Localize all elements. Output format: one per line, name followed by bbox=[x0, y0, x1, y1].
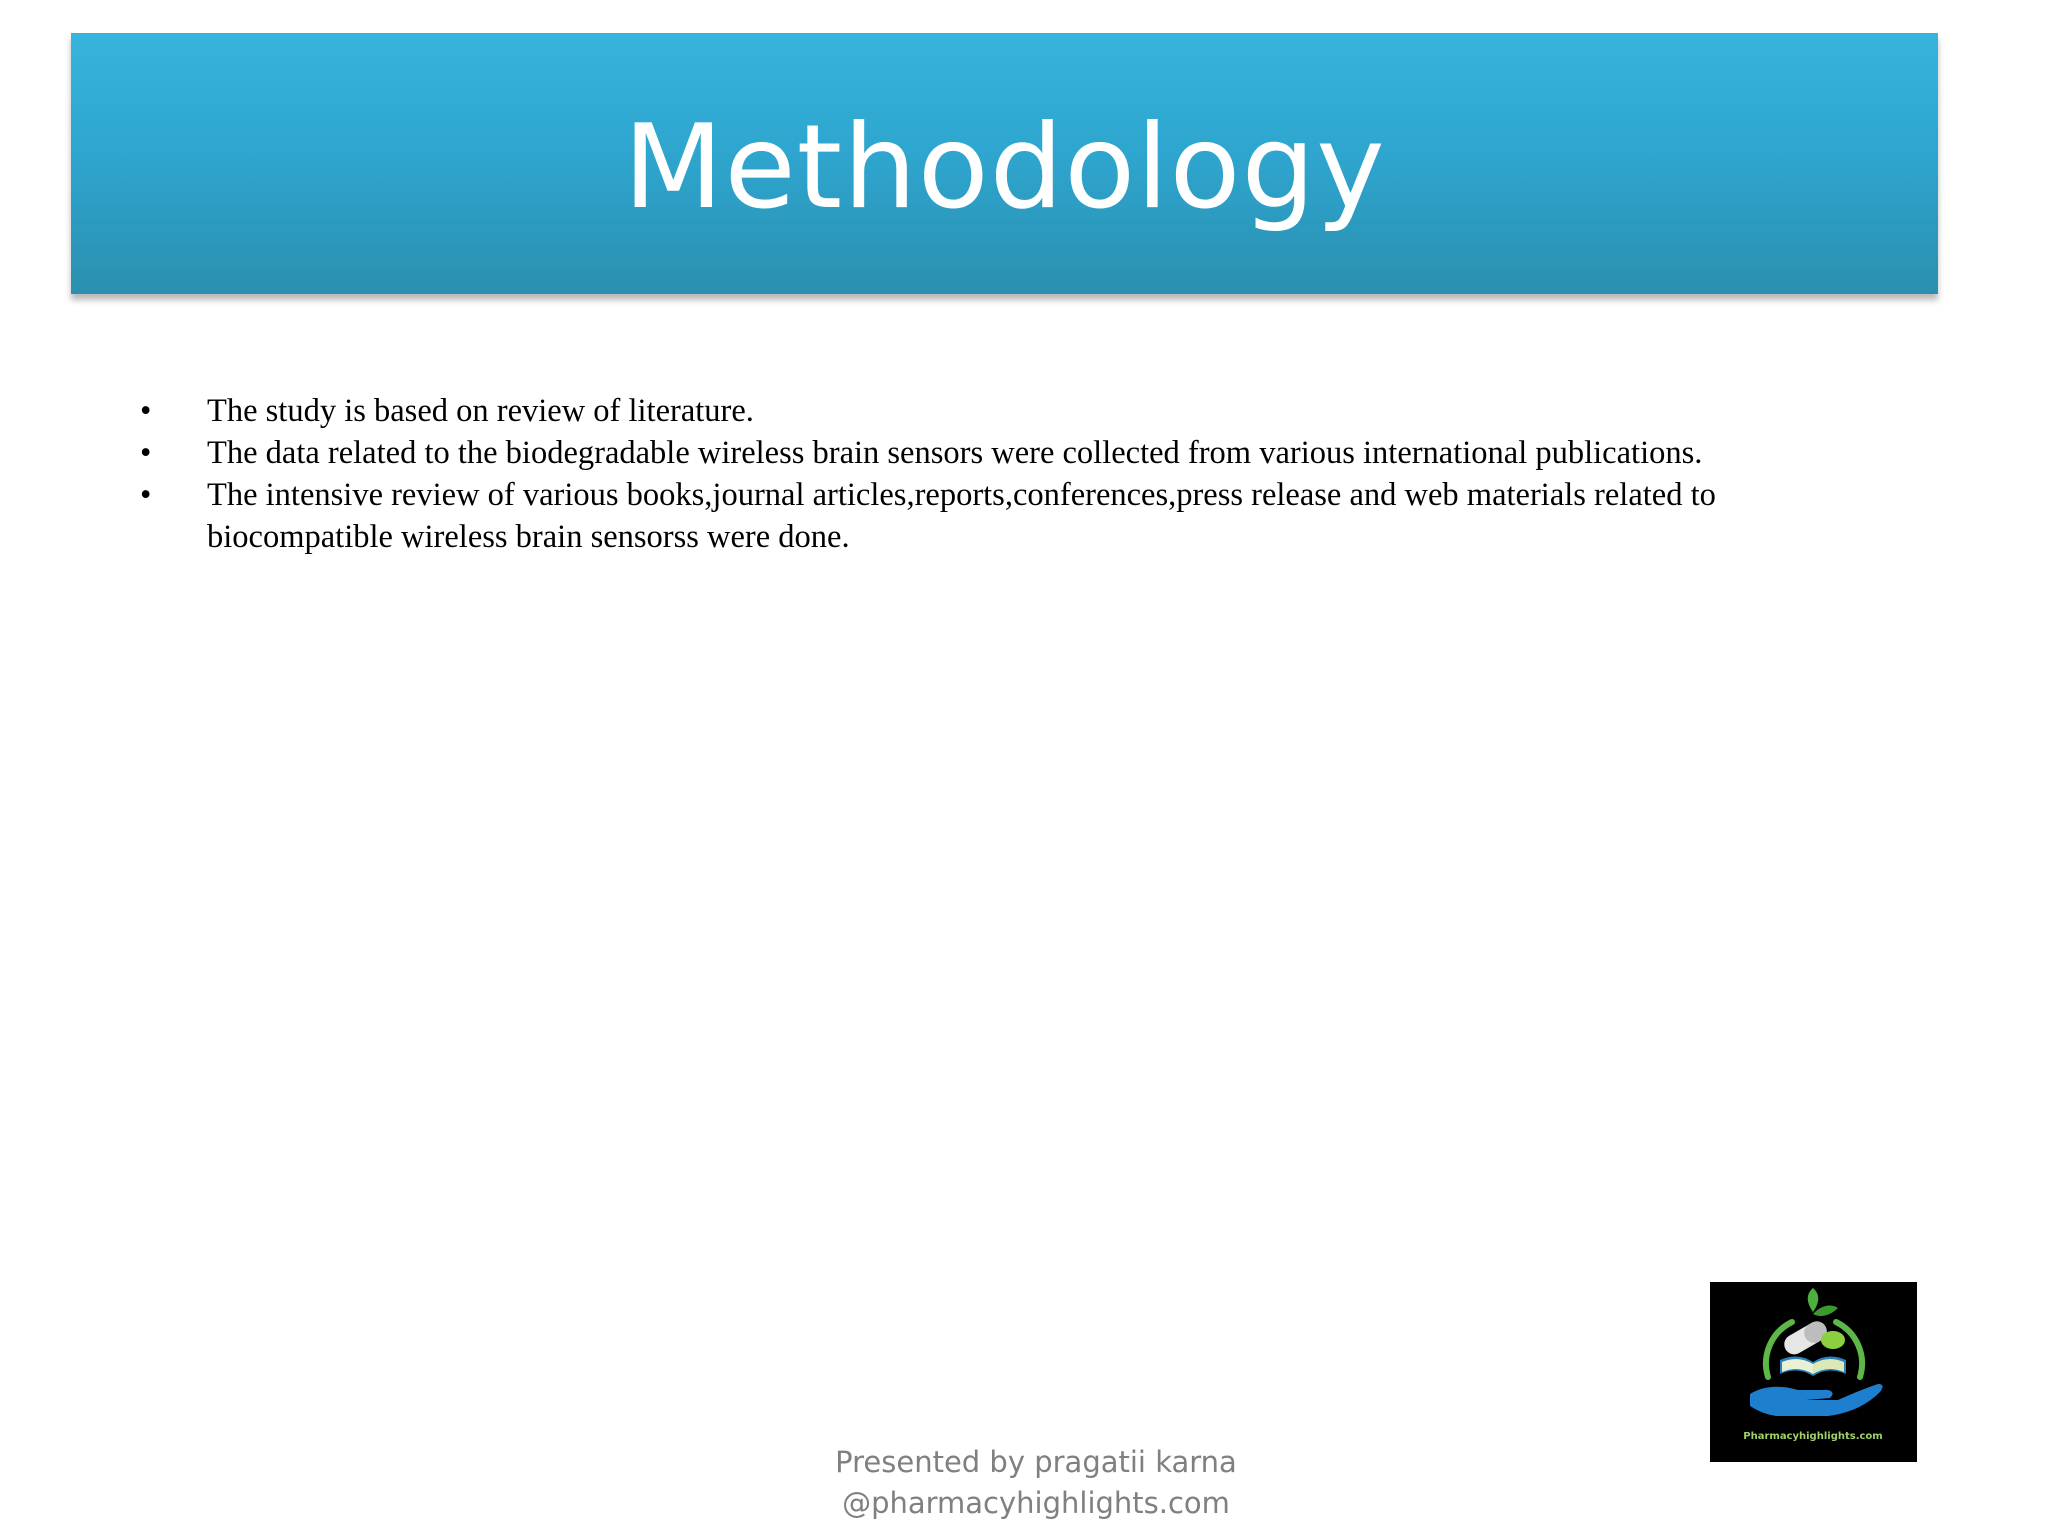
footer bbox=[0, 1442, 2048, 1524]
bullet-list bbox=[140, 390, 1840, 558]
list-item bbox=[140, 390, 1840, 432]
bullet-icon: • bbox=[140, 477, 152, 513]
list-item bbox=[140, 474, 1840, 558]
logo-text: Pharmacyhighlights.com bbox=[1743, 1431, 1883, 1442]
bullet-text: The data related to the biodegradable wireless brain sensors were collected from various international publications. bbox=[207, 435, 1703, 471]
bullet-icon: • bbox=[140, 393, 152, 429]
footer-presenter: Presented by pragatii karna bbox=[835, 1445, 1237, 1479]
bullet-icon: • bbox=[140, 435, 152, 471]
pharmacyhighlights-logo-icon bbox=[1710, 1282, 1917, 1462]
bullet-text: The intensive review of various books,journal articles,reports,conferences,press release and web materials related to biocompatible wireless brain sensorss were done. bbox=[207, 477, 1716, 555]
footer-website: @pharmacyhighlights.com bbox=[842, 1486, 1230, 1520]
title-banner bbox=[71, 33, 1938, 294]
slide-title: Methodology bbox=[623, 100, 1386, 235]
list-item bbox=[140, 432, 1840, 474]
bullet-text: The study is based on review of literature. bbox=[207, 393, 754, 429]
